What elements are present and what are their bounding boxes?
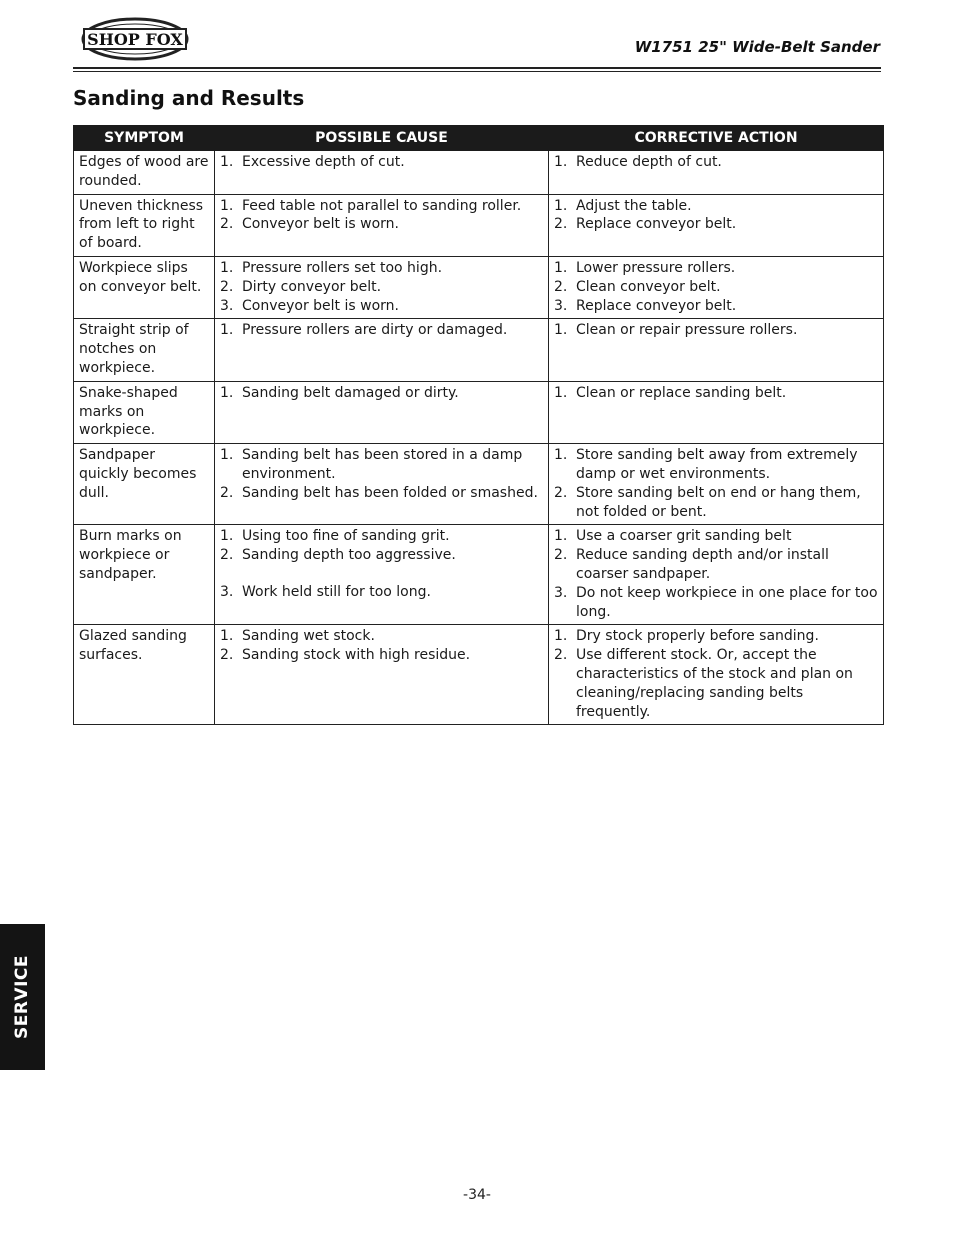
action-item: 1. Store sanding belt away from extremely damp or wet environments.	[554, 447, 858, 482]
cause-item: 1. Sanding wet stock.	[220, 628, 375, 645]
action-cell	[549, 525, 884, 625]
table-row	[74, 256, 884, 318]
action-cell	[549, 381, 884, 443]
table-header-row	[74, 126, 884, 151]
table-row	[74, 194, 884, 256]
cause-item: 2. Sanding depth too aggressive.	[220, 547, 456, 564]
action-item: 2. Use different stock. Or, accept the characteristics of the stock and plan on cleaning/replacing sanding belts frequently.	[554, 647, 853, 720]
action-cell	[549, 256, 884, 318]
service-side-tab	[0, 924, 45, 1070]
action-item: 1. Clean or replace sanding belt.	[554, 384, 787, 401]
action-item: 1. Dry stock properly before sanding.	[554, 628, 819, 645]
symptom-cell: Glazed sanding surfaces.	[74, 625, 215, 725]
cause-cell	[215, 444, 549, 525]
symptom-cell: Snake-shaped marks on workpiece.	[74, 381, 215, 443]
cause-item: 1. Pressure rollers are dirty or damaged.	[220, 322, 508, 339]
table-row	[74, 444, 884, 525]
cause-item: 1. Sanding belt damaged or dirty.	[220, 384, 459, 401]
symptom-cell: Burn marks on workpiece or sandpaper.	[74, 525, 215, 625]
symptom-cell: Workpiece slips on conveyor belt.	[74, 256, 215, 318]
header-rule	[73, 67, 881, 69]
cause-item: 3. Conveyor belt is worn.	[220, 297, 399, 314]
cause-item: 2. Sanding belt has been folded or smashed.	[220, 484, 538, 501]
action-item: 3. Do not keep workpiece in one place for too long.	[554, 584, 878, 620]
cause-item: 1. Sanding belt has been stored in a damp environment.	[220, 447, 523, 482]
cause-item: 2. Sanding stock with high residue.	[220, 647, 471, 664]
cause-cell	[215, 381, 549, 443]
side-tab-label: SERVICE	[12, 954, 33, 1040]
logo-text: SHOP FOX	[87, 30, 183, 49]
table-row	[74, 525, 884, 625]
symptom-cell: Edges of wood are rounded.	[74, 151, 215, 195]
action-item: 1. Use a coarser grit sanding belt	[554, 528, 792, 545]
cause-item: 1. Using too fine of sanding grit.	[220, 528, 450, 545]
page-number: -34-	[463, 1187, 491, 1203]
cause-item: 2. Dirty conveyor belt.	[220, 278, 382, 295]
header-possible-cause: POSSIBLE CAUSE	[215, 126, 549, 151]
action-item: 3. Replace conveyor belt.	[554, 297, 737, 314]
symptom-cell: Sandpaper quickly becomes dull.	[74, 444, 215, 525]
model-title: W1751 25" Wide-Belt Sander	[634, 38, 880, 56]
header-rule-thin	[73, 71, 881, 72]
action-item: 2. Store sanding belt on end or hang them, not folded or bent.	[554, 484, 861, 520]
action-item: 1. Reduce depth of cut.	[554, 154, 722, 170]
table-row	[74, 319, 884, 381]
cause-cell	[215, 151, 549, 195]
action-item: 2. Reduce sanding depth and/or install coarser sandpaper.	[554, 547, 829, 582]
action-cell	[549, 194, 884, 256]
cause-cell	[215, 319, 549, 381]
table-row	[74, 151, 884, 195]
symptom-cell: Uneven thickness from left to right of board.	[74, 194, 215, 256]
symptom-cell: Straight strip of notches on workpiece.	[74, 319, 215, 381]
action-item: 1. Adjust the table.	[554, 197, 692, 214]
cause-cell	[215, 256, 549, 318]
cause-item: 1. Pressure rollers set too high.	[220, 259, 443, 276]
action-item: 1. Lower pressure rollers.	[554, 259, 736, 276]
header-symptom: SYMPTOM	[74, 126, 215, 151]
cause-cell	[215, 525, 549, 625]
cause-item: 1. Feed table not parallel to sanding roller.	[220, 197, 522, 214]
action-item: 2. Clean conveyor belt.	[554, 278, 721, 295]
table-row	[74, 625, 884, 725]
cause-item: 3. Work held still for too long.	[220, 583, 431, 600]
cause-item: 1. Excessive depth of cut.	[220, 154, 405, 170]
shop-fox-logo	[80, 16, 190, 62]
cause-item: 2. Conveyor belt is worn.	[220, 216, 399, 233]
table-row	[74, 381, 884, 443]
header-corrective-action: CORRECTIVE ACTION	[549, 126, 884, 151]
action-cell	[549, 151, 884, 195]
troubleshooting-table	[73, 125, 884, 725]
action-cell	[549, 319, 884, 381]
cause-cell	[215, 194, 549, 256]
section-title: Sanding and Results	[73, 86, 305, 110]
action-cell	[549, 444, 884, 525]
action-cell	[549, 625, 884, 725]
action-item: 2. Replace conveyor belt.	[554, 216, 737, 233]
action-item: 1. Clean or repair pressure rollers.	[554, 322, 798, 339]
cause-cell	[215, 625, 549, 725]
